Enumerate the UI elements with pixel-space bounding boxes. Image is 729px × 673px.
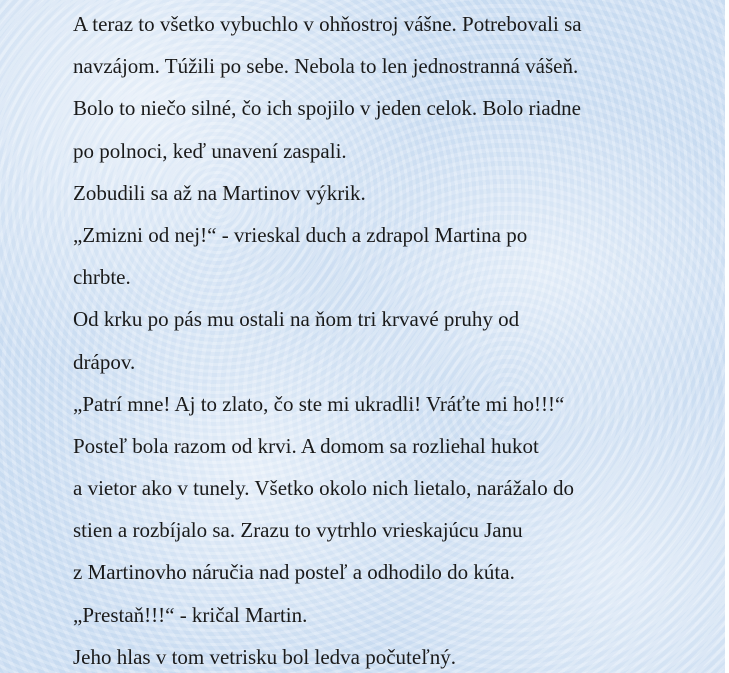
text-line: „Patrí mne! Aj to zlato, čo ste mi ukradli! Vráťte mi ho!!!“ xyxy=(73,391,565,416)
text-line: z Martinovho náručia nad posteľ a odhodilo do kúta. xyxy=(73,560,515,585)
text-line: Zobudili sa až na Martinov výkrik. xyxy=(73,180,366,205)
text-line: Od krku po pás mu ostali na ňom tri krvavé pruhy od xyxy=(73,307,520,332)
text-line: a vietor ako v tunely. Všetko okolo nich lietalo, narážalo do xyxy=(73,476,574,501)
text-line: A teraz to všetko vybuchlo v ohňostroj vášne. Potrebovali sa xyxy=(73,12,582,36)
text-line: po polnoci, keď unavení zaspali. xyxy=(73,138,347,163)
text-line: navzájom. Túžili po sebe. Nebola to len jednostranná vášeň. xyxy=(73,54,579,79)
text-line: „Zmizni od nej!“ - vrieskal duch a zdrapol Martina po xyxy=(73,222,528,247)
text-line: chrbte. xyxy=(73,265,131,290)
text-line: Jeho hlas v tom vetrisku bol ledva počuteľný. xyxy=(73,644,456,669)
story-text xyxy=(73,3,713,673)
text-line: stien a rozbíjalo sa. Zrazu to vytrhlo vrieskajúcu Janu xyxy=(73,518,523,543)
text-line: Bolo to niečo silné, čo ich spojilo v jeden celok. Bolo riadne xyxy=(73,96,581,121)
text-line: „Prestaň!!!“ - kričal Martin. xyxy=(73,602,308,627)
text-line: Posteľ bola razom od krvi. A domom sa rozliehal hukot xyxy=(73,433,539,458)
text-line: drápov. xyxy=(73,349,136,374)
